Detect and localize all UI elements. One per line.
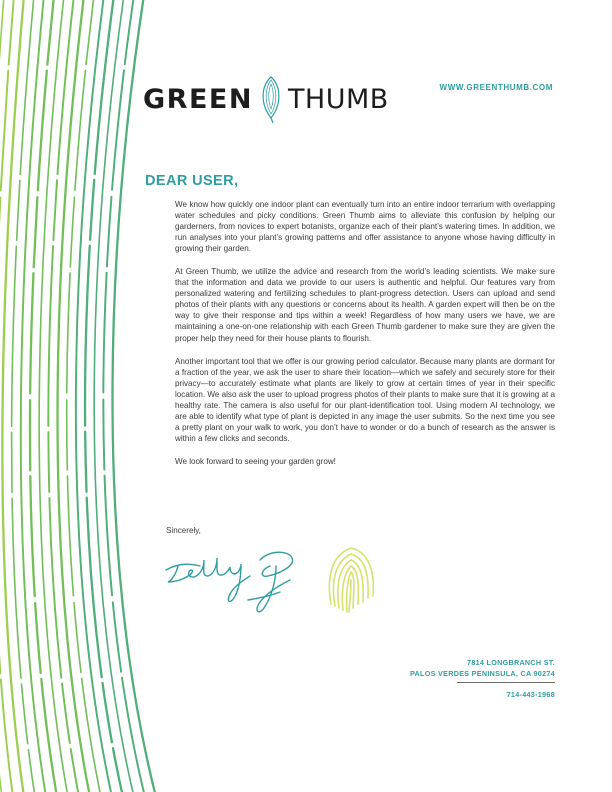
address-line-1: 7814 LONGBRANCH ST.	[467, 658, 555, 667]
website-url[interactable]: WWW.GREENTHUMB.COM	[439, 83, 553, 92]
closing: Sincerely,	[166, 526, 201, 535]
green-thumb-logo	[143, 74, 389, 124]
greeting: DEAR USER,	[145, 173, 239, 189]
footer-divider	[457, 682, 555, 683]
letter-body	[175, 199, 555, 479]
fingerprint-icon	[325, 542, 377, 616]
phone-number: 714-443-1968	[506, 690, 555, 699]
paragraph: We look forward to seeing your garden grow!	[175, 456, 336, 466]
leaf-icon	[258, 74, 284, 124]
address-line-2: PALOS VERDES PENINSULA, CA 90274	[410, 669, 555, 678]
signature	[160, 540, 310, 620]
logo-word-thumb: THUMB	[287, 83, 389, 115]
paragraph: We know how quickly one indoor plant can eventually turn into an entire indoor terrarium with overlapping water schedules and picky conditions. Green Thumb aims to alleviate this confusion by helping our garderners, from novices to expert botanists, organize each of their plant’s watering times. In addition, we run analyses into your plant’s growing patterns and offer assistance to anyone whose having difficulty in growing their garden.	[175, 200, 555, 254]
paragraph: Another important tool that we offer is our growing period calculator. Because many plants are dormant for a fraction of the year, we ask the user to share their location—which we safely and securely store for their privacy—to accurately estimate what plants are likely to grow at certain times of year in their specific location. We also ask the user to upload progress photos of their plants to make sure that it is growing at a healthy rate. The camera is also useful for our plant-identification tool. Using modern AI technology, we are able to identify what type of plant is depicted in any image the user submits. So the next time you see a pretty plant on your walk to work, you don’t have to wonder or do a bunch of research as the answer is within a few clicks and seconds.	[175, 356, 556, 443]
paragraph: At Green Thumb, we utilize the advice and research from the world’s leading scientists. We make sure that the information and data we provide to our users is authentic and helpful. Our features vary from personalized watering and fertilizing schedules to plant-progress detection. Users can upload and send photos of their plants with any questions or concerns about its health. A garden expert will then be on the way to give their response and tips within a week! Regardless of how many users we have, we are maintaining a one-on-one relationship with each Green Thumb gardener to make sure they are given the proper help they need for their house plants to flourish.	[175, 267, 555, 343]
logo-word-green: GREEN	[143, 83, 253, 115]
